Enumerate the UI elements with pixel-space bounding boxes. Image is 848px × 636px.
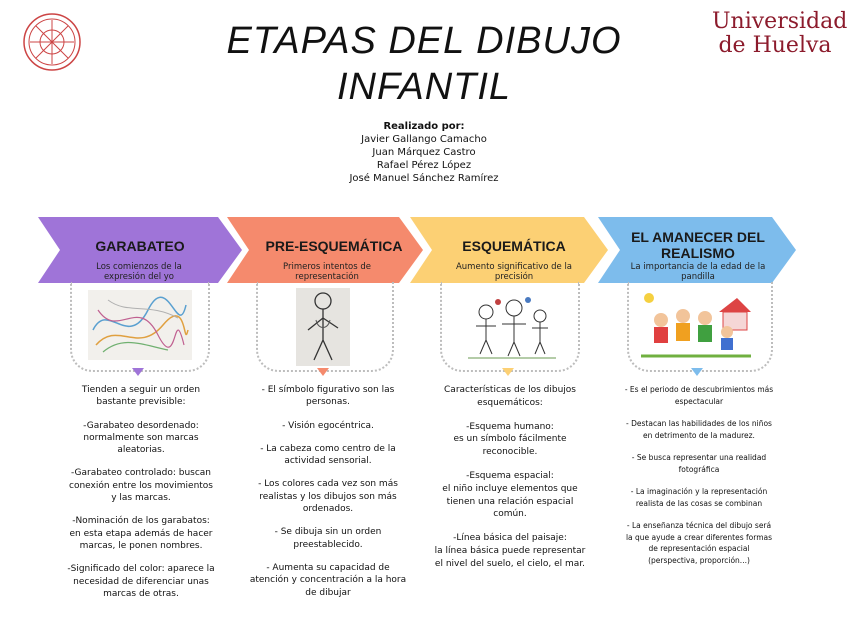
column-item: - Es el periodo de descubrimientos más espectacular	[624, 385, 774, 406]
down-triangle-icon	[132, 368, 144, 376]
column-item: -Garabateo controlado: buscan conexión entre los movimientos y las marcas.	[69, 468, 213, 504]
column-item: -Nominación de los garabatos: en esta etapa además de hacer marcas, le ponen nombres.	[69, 516, 213, 551]
credit-name: Javier Gallango Camacho	[361, 134, 487, 145]
column-item: - El símbolo figurativo son las personas.	[261, 385, 395, 408]
column-item: -Línea básica del paisaje: la línea básica puede representar el nivel del suelo, el cielo, el mar.	[434, 533, 586, 569]
column-item: - Se dibuja sin un orden preestablecido.	[274, 527, 382, 550]
credit-name: José Manuel Sánchez Ramírez	[349, 173, 499, 184]
stage-title: ESQUEMÁTICA	[462, 238, 566, 254]
column-item: - La enseñanza técnica del dibujo será la que ayude a crear diferentes formas de representación espacial (perspectiva, proporción...)	[625, 521, 773, 565]
stage-column-esquematica	[432, 384, 588, 582]
stage-title: GARABATEO	[95, 238, 185, 254]
column-item: - Se busca representar una realidad fotográfica	[631, 453, 767, 474]
column-item: Tienden a seguir un orden bastante previsible:	[81, 385, 201, 408]
credit-name: Rafael Pérez López	[376, 160, 472, 171]
title-line2: INFANTIL	[336, 66, 512, 108]
title-line1: ETAPAS DEL DIBUJO	[226, 20, 622, 62]
credit-name: Juan Márquez Castro	[372, 147, 476, 158]
stage-subtitle: Los comienzos de la expresión del yo	[96, 262, 182, 282]
scribble-drawing-image	[88, 290, 192, 360]
column-item: - Destacan las habilidades de los niños en detrimento de la madurez.	[626, 419, 772, 440]
credits-header: Realizado por:	[383, 121, 465, 132]
schematic-drawing-image	[468, 290, 556, 362]
stage-subtitle: La importancia de la edad de la pandilla	[630, 262, 766, 282]
column-item: - Aumenta su capacidad de atención y concentración a la hora de dibujar	[249, 562, 407, 598]
stage-column-pre-esquematica	[248, 384, 408, 610]
credits	[0, 120, 848, 185]
column-item: -Garabateo desordenado: normalmente son marcas aleatorias.	[83, 420, 199, 456]
stage-title: EL AMANECER DEL REALISMO	[631, 229, 765, 261]
stage-subtitle: Aumento significativo de la precisión	[455, 262, 573, 282]
logo-line2: de Huelva	[718, 33, 832, 58]
column-item: - La imaginación y la representación realista de las cosas se combinan	[630, 487, 768, 508]
column-item: - Visión egocéntrica.	[282, 420, 374, 431]
column-item: - Los colores cada vez son más realistas y los dibujos son más ordenados.	[258, 479, 398, 515]
column-item: Características de los dibujos esquemáticos:	[444, 385, 576, 408]
down-triangle-icon	[502, 368, 514, 376]
stage-column-garabateo	[66, 384, 216, 611]
stage-title: PRE-ESQUEMÁTICA	[265, 238, 403, 254]
column-item: -Esquema espacial: el niño incluye elementos que tienen una relación espacial común.	[442, 470, 578, 520]
realism-drawing-image	[641, 290, 751, 362]
column-item: - La cabeza como centro de la actividad sensorial.	[260, 443, 396, 467]
down-triangle-icon	[691, 368, 703, 376]
page-title	[0, 18, 848, 110]
pre-schematic-figure-image	[296, 288, 350, 366]
column-item: -Significado del color: aparece la necesidad de diferenciar unas marcas de otras.	[67, 564, 215, 599]
stage-column-realismo	[624, 384, 774, 577]
stage-subtitle: Primeros intentos de representación	[283, 262, 371, 282]
column-item: -Esquema humano: es un símbolo fácilmente reconocible.	[453, 421, 567, 458]
logo-line1: Universidad	[712, 9, 848, 34]
down-triangle-icon	[317, 368, 329, 376]
